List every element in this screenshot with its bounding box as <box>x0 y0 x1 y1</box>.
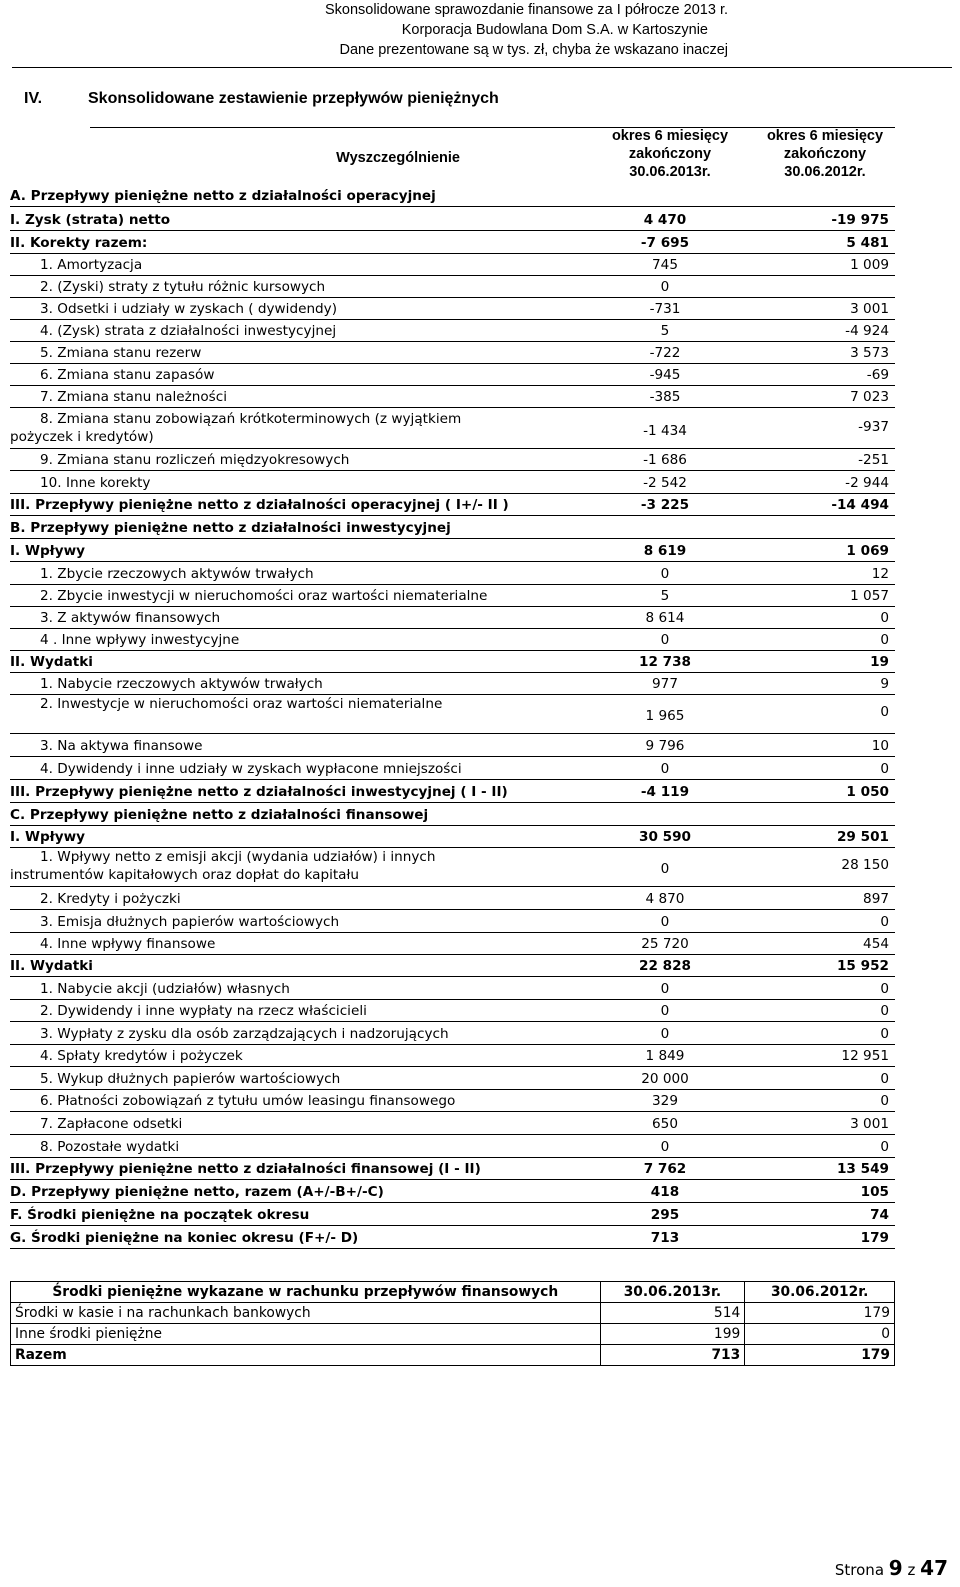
value-2012: 0 <box>880 704 889 720</box>
row-label: 2. Kredyty i pożyczki <box>40 891 181 907</box>
value-2013: 5 <box>660 323 670 339</box>
table-row <box>10 1182 895 1203</box>
row-underline <box>10 493 895 494</box>
table-row <box>10 365 895 386</box>
value-2012: 0 <box>880 1093 889 1109</box>
row-label: 1. Nabycie akcji (udziałów) własnych <box>40 981 290 997</box>
row-label: 7. Zapłacone odsetki <box>40 1116 183 1132</box>
value-2012: -14 494 <box>831 497 889 513</box>
header-line-3: Dane prezentowane są w tys. zł, chyba że wskazano inaczej <box>339 42 728 58</box>
row-underline <box>10 909 895 910</box>
row-label: 2. Zbycie inwestycji w nieruchomości oraz wartości niematerialne <box>40 588 488 604</box>
summary-row <box>11 1324 895 1345</box>
value-2013: 0 <box>660 1003 670 1019</box>
summary-header-row <box>11 1282 895 1303</box>
row-underline <box>10 825 895 826</box>
row-label: 1. Wpływy netto z emisji akcji (wydania udziałów) i innych <box>40 849 436 865</box>
summary-header-2012: 30.06.2012r. <box>745 1282 895 1303</box>
row-underline <box>10 999 895 1000</box>
value-2013: 0 <box>660 761 670 777</box>
value-2012: 15 952 <box>836 958 889 974</box>
row-underline <box>10 802 895 803</box>
value-2012: 19 <box>870 654 889 670</box>
summary-total-row <box>11 1345 895 1366</box>
row-label: B. Przepływy pieniężne netto z działalności inwestycyjnej <box>10 520 451 536</box>
value-2012: -19 975 <box>831 212 889 228</box>
row-label: 4. (Zysk) strata z działalności inwestycyjnej <box>40 323 337 339</box>
row-underline <box>10 561 895 562</box>
value-2013: -7 695 <box>640 235 690 251</box>
table-row <box>10 1001 895 1022</box>
row-underline <box>10 1044 895 1045</box>
value-2013: 0 <box>660 861 670 877</box>
value-2012: 0 <box>880 610 889 626</box>
table-row <box>10 1159 895 1180</box>
row-label: 10. Inne korekty <box>40 475 151 491</box>
row-underline <box>10 297 895 298</box>
section-heading: Skonsolidowane zestawienie przepływów pieniężnych <box>88 90 499 107</box>
table-row <box>10 409 895 449</box>
value-2013: 12 738 <box>638 654 692 670</box>
value-2013: 745 <box>652 257 678 273</box>
value-2012: 0 <box>880 1003 889 1019</box>
row-underline <box>10 1179 895 1180</box>
row-label: 9. Zmiana stanu rozliczeń międzyokresowych <box>40 452 350 468</box>
table-row <box>10 759 895 780</box>
value-2012: 7 023 <box>850 389 889 405</box>
value-2013: 650 <box>652 1116 678 1132</box>
value-2012: -69 <box>866 367 889 383</box>
value-2013: 5 <box>660 588 670 604</box>
value-2013: -722 <box>649 345 681 361</box>
row-underline <box>10 628 895 629</box>
table-row <box>10 1228 895 1249</box>
row-underline <box>10 230 895 231</box>
value-2012: -937 <box>858 419 889 435</box>
value-2013: 8 614 <box>645 610 685 626</box>
table-row <box>10 1205 895 1226</box>
header-line-2: Korporacja Budowlana Dom S.A. w Kartoszynie <box>401 22 708 38</box>
value-2012: -4 924 <box>845 323 889 339</box>
column-header-label: Wyszczególnienie <box>336 150 460 166</box>
row-label: 5. Wykup dłużnych papierów wartościowych <box>40 1071 341 1087</box>
table-row <box>10 277 895 298</box>
row-underline <box>10 341 895 342</box>
row-label: II. Wydatki <box>10 958 93 974</box>
page-prefix: Strona <box>834 1561 885 1579</box>
value-2012: 897 <box>863 891 889 907</box>
row-label: 8. Pozostałe wydatki <box>40 1139 180 1155</box>
section-number: IV. <box>24 90 43 107</box>
row-label-continued: instrumentów kapitałowych oraz dopłat do kapitału <box>10 867 359 883</box>
row-underline <box>10 954 895 955</box>
row-underline <box>10 1202 895 1203</box>
table-row <box>10 387 895 408</box>
value-2012: 12 <box>871 566 889 582</box>
summary-table <box>10 1281 895 1366</box>
row-underline <box>10 538 895 539</box>
row-underline <box>10 650 895 651</box>
value-2012: 10 <box>871 738 889 754</box>
table-row <box>10 255 895 276</box>
column-header-2012 <box>755 127 895 181</box>
row-underline <box>10 976 895 977</box>
table-row <box>10 889 895 910</box>
row-label: III. Przepływy pieniężne netto z działalności finansowej (I - II) <box>10 1161 481 1177</box>
row-label: 6. Zmiana stanu zapasów <box>40 367 215 383</box>
table-row <box>10 518 895 539</box>
col2-line2: zakończony <box>783 146 867 162</box>
value-2012: 0 <box>880 1071 889 1087</box>
row-underline <box>10 779 895 780</box>
value-2012: 13 549 <box>836 1161 889 1177</box>
table-row <box>10 847 895 887</box>
value-2012: 3 001 <box>850 1116 889 1132</box>
col1-line1: okres 6 miesięcy <box>611 128 729 144</box>
value-2013: -1 686 <box>643 452 687 468</box>
row-underline <box>10 886 895 887</box>
value-2013: 0 <box>660 566 670 582</box>
value-2013: -385 <box>649 389 681 405</box>
page-total: 47 <box>920 1556 948 1580</box>
summary-row <box>11 1303 895 1324</box>
row-underline <box>10 672 895 673</box>
row-label: F. Środki pieniężne na początek okresu <box>10 1207 310 1223</box>
col1-line3: 30.06.2013r. <box>629 164 711 180</box>
value-2013: -4 119 <box>640 784 690 800</box>
table-row <box>10 210 895 231</box>
value-2013: 9 796 <box>645 738 685 754</box>
summary-row-label: Środki w kasie i na rachunkach bankowych <box>11 1303 601 1324</box>
row-label: G. Środki pieniężne na koniec okresu (F+/- D) <box>10 1230 359 1246</box>
value-2012: -2 944 <box>845 475 889 491</box>
value-2012: 1 009 <box>850 257 889 273</box>
row-label: I. Wpływy <box>10 829 86 845</box>
row-label: 3. Odsetki i udziały w zyskach ( dywidendy) <box>40 301 338 317</box>
row-label: 6. Płatności zobowiązań z tytułu umów leasingu finansowego <box>40 1093 456 1109</box>
value-2012: 29 501 <box>836 829 889 845</box>
row-label: 2. Inwestycje w nieruchomości oraz wartości niematerialne <box>40 696 443 712</box>
row-label: 4 . Inne wpływy inwestycyjne <box>40 632 240 648</box>
value-2012: 0 <box>880 1026 889 1042</box>
table-row <box>10 450 895 471</box>
row-underline <box>10 407 895 408</box>
row-underline <box>10 606 895 607</box>
col2-line3: 30.06.2012r. <box>784 164 866 180</box>
row-label: 1. Amortyzacja <box>40 257 143 273</box>
value-2012: 1 069 <box>846 543 889 559</box>
value-2012: 3 001 <box>850 301 889 317</box>
row-label: II. Korekty razem: <box>10 235 148 251</box>
value-2013: 0 <box>660 981 670 997</box>
table-row <box>10 1114 895 1135</box>
value-2013: 8 619 <box>643 543 687 559</box>
table-row <box>10 473 895 494</box>
value-2013: -731 <box>649 301 681 317</box>
row-label: C. Przepływy pieniężne netto z działalności finansowej <box>10 807 429 823</box>
row-label: 2. Dywidendy i inne wypłaty na rzecz właścicieli <box>40 1003 367 1019</box>
value-2013: 713 <box>650 1230 680 1246</box>
value-2012: 0 <box>880 761 889 777</box>
value-2012: 0 <box>880 981 889 997</box>
value-2012: 9 <box>880 676 889 692</box>
header-line-1: Skonsolidowane sprawozdanie finansowe za I półrocze 2013 r. <box>324 2 728 18</box>
table-row <box>10 827 895 848</box>
row-underline <box>10 515 895 516</box>
table-row <box>10 1069 895 1090</box>
row-underline <box>10 275 895 276</box>
row-underline <box>10 1066 895 1067</box>
summary-row-value-2013: 199 <box>600 1324 745 1345</box>
row-underline <box>10 1225 895 1226</box>
summary-row-value-2012: 0 <box>745 1324 895 1345</box>
value-2013: 4 870 <box>645 891 685 907</box>
value-2013: -945 <box>649 367 681 383</box>
value-2012: -251 <box>858 452 889 468</box>
summary-row-value-2013: 514 <box>600 1303 745 1324</box>
col1-line2: zakończony <box>628 146 712 162</box>
value-2013: 1 965 <box>645 708 685 724</box>
row-label: 7. Zmiana stanu należności <box>40 389 228 405</box>
table-row <box>10 934 895 955</box>
row-underline <box>10 470 895 471</box>
value-2013: 7 762 <box>643 1161 687 1177</box>
value-2013: -1 434 <box>643 423 687 439</box>
row-underline <box>10 448 895 449</box>
row-label: 1. Nabycie rzeczowych aktywów trwałych <box>40 676 323 692</box>
row-label: 4. Spłaty kredytów i pożyczek <box>40 1048 243 1064</box>
row-label: 3. Na aktywa finansowe <box>40 738 203 754</box>
value-2013: 4 470 <box>643 212 687 228</box>
row-underline <box>10 1089 895 1090</box>
row-underline <box>10 1157 895 1158</box>
row-underline <box>10 1111 895 1112</box>
row-label: II. Wydatki <box>10 654 93 670</box>
table-row <box>10 608 895 629</box>
table-row <box>10 586 895 607</box>
row-label: I. Wpływy <box>10 543 86 559</box>
value-2013: 1 849 <box>645 1048 685 1064</box>
value-2013: 22 828 <box>638 958 692 974</box>
table-row <box>10 1024 895 1045</box>
value-2012: 105 <box>860 1184 889 1200</box>
table-row <box>10 630 895 651</box>
table-row <box>10 186 895 207</box>
value-2012: 454 <box>863 936 889 952</box>
row-label-continued: pożyczek i kredytów) <box>10 429 154 445</box>
table-row <box>10 782 895 803</box>
row-label: 3. Wypłaty z zysku dla osób zarządzających i nadzorujących <box>40 1026 449 1042</box>
table-row <box>10 912 895 933</box>
row-label: 5. Zmiana stanu rezerw <box>40 345 202 361</box>
summary-row-label: Razem <box>11 1345 601 1366</box>
value-2012: 1 050 <box>846 784 889 800</box>
table-row <box>10 1091 895 1112</box>
row-label: I. Zysk (strata) netto <box>10 212 171 228</box>
summary-row-value-2013: 713 <box>600 1345 745 1366</box>
summary-header-label: Środki pieniężne wykazane w rachunku przepływów finansowych <box>11 1282 601 1303</box>
row-underline <box>10 1134 895 1135</box>
row-label: 4. Inne wpływy finansowe <box>40 936 216 952</box>
value-2013: 30 590 <box>638 829 692 845</box>
table-row <box>10 564 895 585</box>
row-label: III. Przepływy pieniężne netto z działalności inwestycyjnej ( I - II) <box>10 784 508 800</box>
row-label: 3. Emisja dłużnych papierów wartościowych <box>40 914 340 930</box>
row-underline <box>10 363 895 364</box>
summary-row-value-2012: 179 <box>745 1345 895 1366</box>
summary-row-label: Inne środki pieniężne <box>11 1324 601 1345</box>
value-2013: 0 <box>660 1026 670 1042</box>
row-label: D. Przepływy pieniężne netto, razem (A+/-B+/-C) <box>10 1184 384 1200</box>
value-2013: 977 <box>652 676 678 692</box>
row-label: A. Przepływy pieniężne netto z działalności operacyjnej <box>10 188 436 204</box>
row-label: III. Przepływy pieniężne netto z działalności operacyjnej ( I+/- II ) <box>10 497 509 513</box>
row-underline <box>10 756 895 757</box>
table-row <box>10 541 895 562</box>
value-2012: 0 <box>880 1139 889 1155</box>
col2-line1: okres 6 miesięcy <box>766 128 884 144</box>
value-2013: 0 <box>660 914 670 930</box>
page-number <box>835 1556 948 1580</box>
value-2012: 1 057 <box>850 588 889 604</box>
value-2013: -3 225 <box>640 497 690 513</box>
table-row <box>10 1046 895 1067</box>
summary-row-value-2012: 179 <box>745 1303 895 1324</box>
table-row <box>10 233 895 254</box>
page-current: 9 <box>888 1556 903 1580</box>
summary-header-2013: 30.06.2013r. <box>600 1282 745 1303</box>
value-2012: 12 951 <box>841 1048 889 1064</box>
row-underline <box>10 1021 895 1022</box>
table-row <box>10 956 895 977</box>
table-row <box>10 736 895 757</box>
row-underline <box>10 1248 895 1249</box>
value-2012: 0 <box>880 914 889 930</box>
column-header-2013 <box>600 127 740 181</box>
value-2013: 418 <box>650 1184 680 1200</box>
row-underline <box>10 385 895 386</box>
table-row <box>10 495 895 516</box>
table-row <box>10 321 895 342</box>
table-row <box>10 805 895 826</box>
table-row <box>10 674 895 695</box>
table-row <box>10 694 895 734</box>
row-underline <box>10 584 895 585</box>
table-row <box>10 652 895 673</box>
row-underline <box>10 253 895 254</box>
row-underline <box>10 206 895 207</box>
table-row <box>10 343 895 364</box>
value-2013: 25 720 <box>641 936 689 952</box>
row-underline <box>10 319 895 320</box>
value-2012: 3 573 <box>850 345 889 361</box>
page-separator: z <box>907 1561 916 1579</box>
header-divider <box>12 67 952 68</box>
value-2013: 295 <box>650 1207 680 1223</box>
row-underline <box>10 932 895 933</box>
value-2012: 5 481 <box>846 235 889 251</box>
value-2012: 179 <box>860 1230 889 1246</box>
value-2013: 0 <box>660 1139 670 1155</box>
value-2013: 0 <box>660 279 670 295</box>
table-row <box>10 1137 895 1158</box>
value-2013: 20 000 <box>641 1071 689 1087</box>
value-2013: 0 <box>660 632 670 648</box>
table-row <box>10 979 895 1000</box>
value-2012: 28 150 <box>841 857 889 873</box>
row-label: 4. Dywidendy i inne udziały w zyskach wypłacone mniejszości <box>40 761 462 777</box>
row-underline <box>10 733 895 734</box>
table-row <box>10 299 895 320</box>
value-2013: -2 542 <box>643 475 687 491</box>
row-label: 8. Zmiana stanu zobowiązań krótkoterminowych (z wyjątkiem <box>40 411 462 427</box>
value-2013: 329 <box>652 1093 678 1109</box>
row-label: 2. (Zyski) straty z tytułu różnic kursowych <box>40 279 326 295</box>
value-2012: 0 <box>880 632 889 648</box>
row-label: 1. Zbycie rzeczowych aktywów trwałych <box>40 566 314 582</box>
row-label: 3. Z aktywów finansowych <box>40 610 221 626</box>
value-2012: 74 <box>870 1207 889 1223</box>
